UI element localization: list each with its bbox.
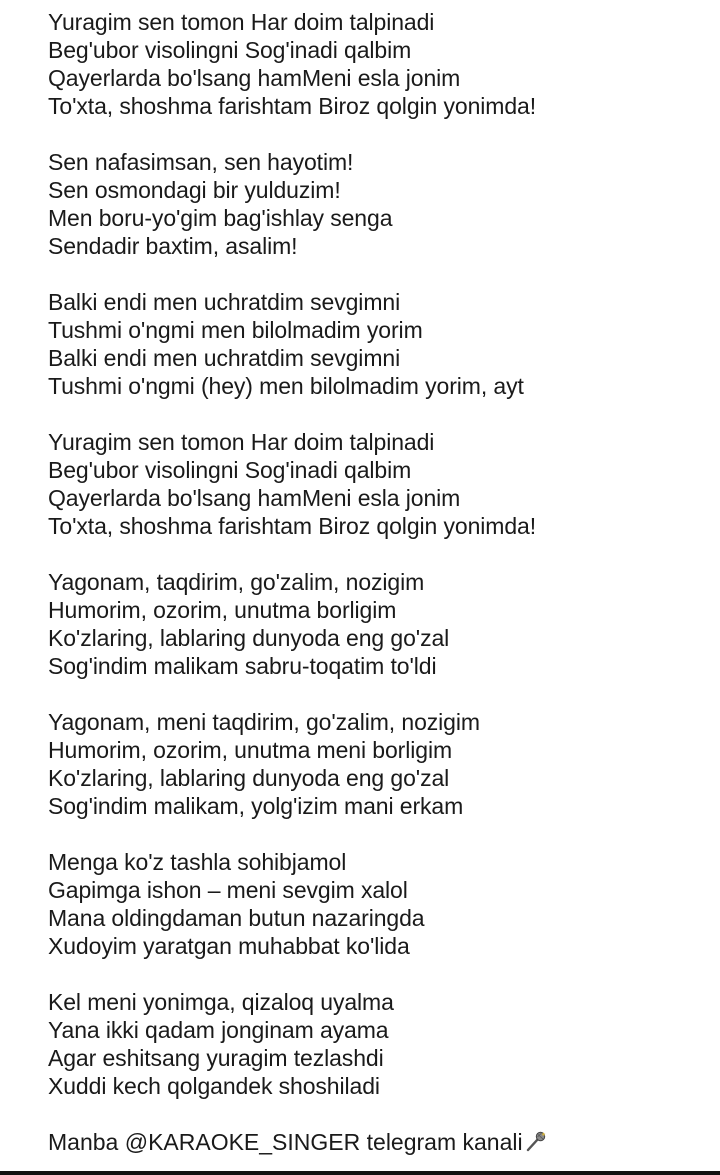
- lyric-line: Tushmi o'ngmi (hey) men bilolmadim yorim, ayt: [48, 373, 524, 399]
- lyric-line: Agar eshitsang yuragim tezlashdi: [48, 1045, 384, 1071]
- lyric-line: To'xta, shoshma farishtam Biroz qolgin yonimda!: [48, 93, 537, 119]
- lyric-line: To'xta, shoshma farishtam Biroz qolgin yonimda!: [48, 513, 537, 539]
- stanza-5: [48, 568, 708, 680]
- lyric-line: Xudoyim yaratgan muhabbat ko'lida: [48, 933, 410, 959]
- lyric-line: Beg'ubor visolingni Sog'inadi qalbim: [48, 37, 412, 63]
- stanza-1: [48, 8, 708, 120]
- stanza-4: [48, 428, 708, 540]
- lyric-line: Beg'ubor visolingni Sog'inadi qalbim: [48, 457, 412, 483]
- lyric-line: Humorim, ozorim, unutma meni borligim: [48, 737, 453, 763]
- stanza-7: [48, 848, 708, 960]
- microphone-icon: [525, 1130, 547, 1152]
- lyric-line: Gapimga ishon – meni sevgim xalol: [48, 877, 408, 903]
- stanza-6: [48, 708, 708, 820]
- lyric-line: Humorim, ozorim, unutma borligim: [48, 597, 397, 623]
- lyric-line: Ko'zlaring, lablaring dunyoda eng go'zal: [48, 625, 450, 651]
- lyric-line: Balki endi men uchratdim sevgimni: [48, 289, 401, 315]
- lyric-line: Sog'indim malikam sabru-toqatim to'ldi: [48, 653, 437, 679]
- lyric-line: Sendadir baxtim, asalim!: [48, 233, 298, 259]
- lyric-line: Yuragim sen tomon Har doim talpinadi: [48, 9, 435, 35]
- source-text: Manba @KARAOKE_SINGER telegram kanali: [48, 1129, 523, 1155]
- lyrics-document: [48, 8, 708, 1156]
- lyric-line: Sen osmondagi bir yulduzim!: [48, 177, 341, 203]
- lyric-line: Mana oldingdaman butun nazaringda: [48, 905, 425, 931]
- lyric-line: Qayerlarda bo'lsang hamMeni esla jonim: [48, 65, 461, 91]
- lyric-line: Sen nafasimsan, sen hayotim!: [48, 149, 354, 175]
- lyric-line: Xuddi kech qolgandek shoshiladi: [48, 1073, 380, 1099]
- lyric-line: Sog'indim malikam, yolg'izim mani erkam: [48, 793, 464, 819]
- lyric-line: Men boru-yo'gim bag'ishlay senga: [48, 205, 393, 231]
- lyric-line: Qayerlarda bo'lsang hamMeni esla jonim: [48, 485, 461, 511]
- lyric-line: Menga ko'z tashla sohibjamol: [48, 849, 347, 875]
- lyric-line: Tushmi o'ngmi men bilolmadim yorim: [48, 317, 423, 343]
- source-line: [48, 1128, 708, 1156]
- lyric-line: Balki endi men uchratdim sevgimni: [48, 345, 401, 371]
- stanza-8: [48, 988, 708, 1100]
- lyric-line: Kel meni yonimga, qizaloq uyalma: [48, 989, 394, 1015]
- lyric-line: Ko'zlaring, lablaring dunyoda eng go'zal: [48, 765, 450, 791]
- bottom-divider: [0, 1171, 720, 1175]
- stanza-2: [48, 148, 708, 260]
- stanza-3: [48, 288, 708, 400]
- lyric-line: Yagonam, meni taqdirim, go'zalim, nozigim: [48, 709, 480, 735]
- lyric-line: Yagonam, taqdirim, go'zalim, nozigim: [48, 569, 425, 595]
- lyric-line: Yana ikki qadam jonginam ayama: [48, 1017, 389, 1043]
- lyric-line: Yuragim sen tomon Har doim talpinadi: [48, 429, 435, 455]
